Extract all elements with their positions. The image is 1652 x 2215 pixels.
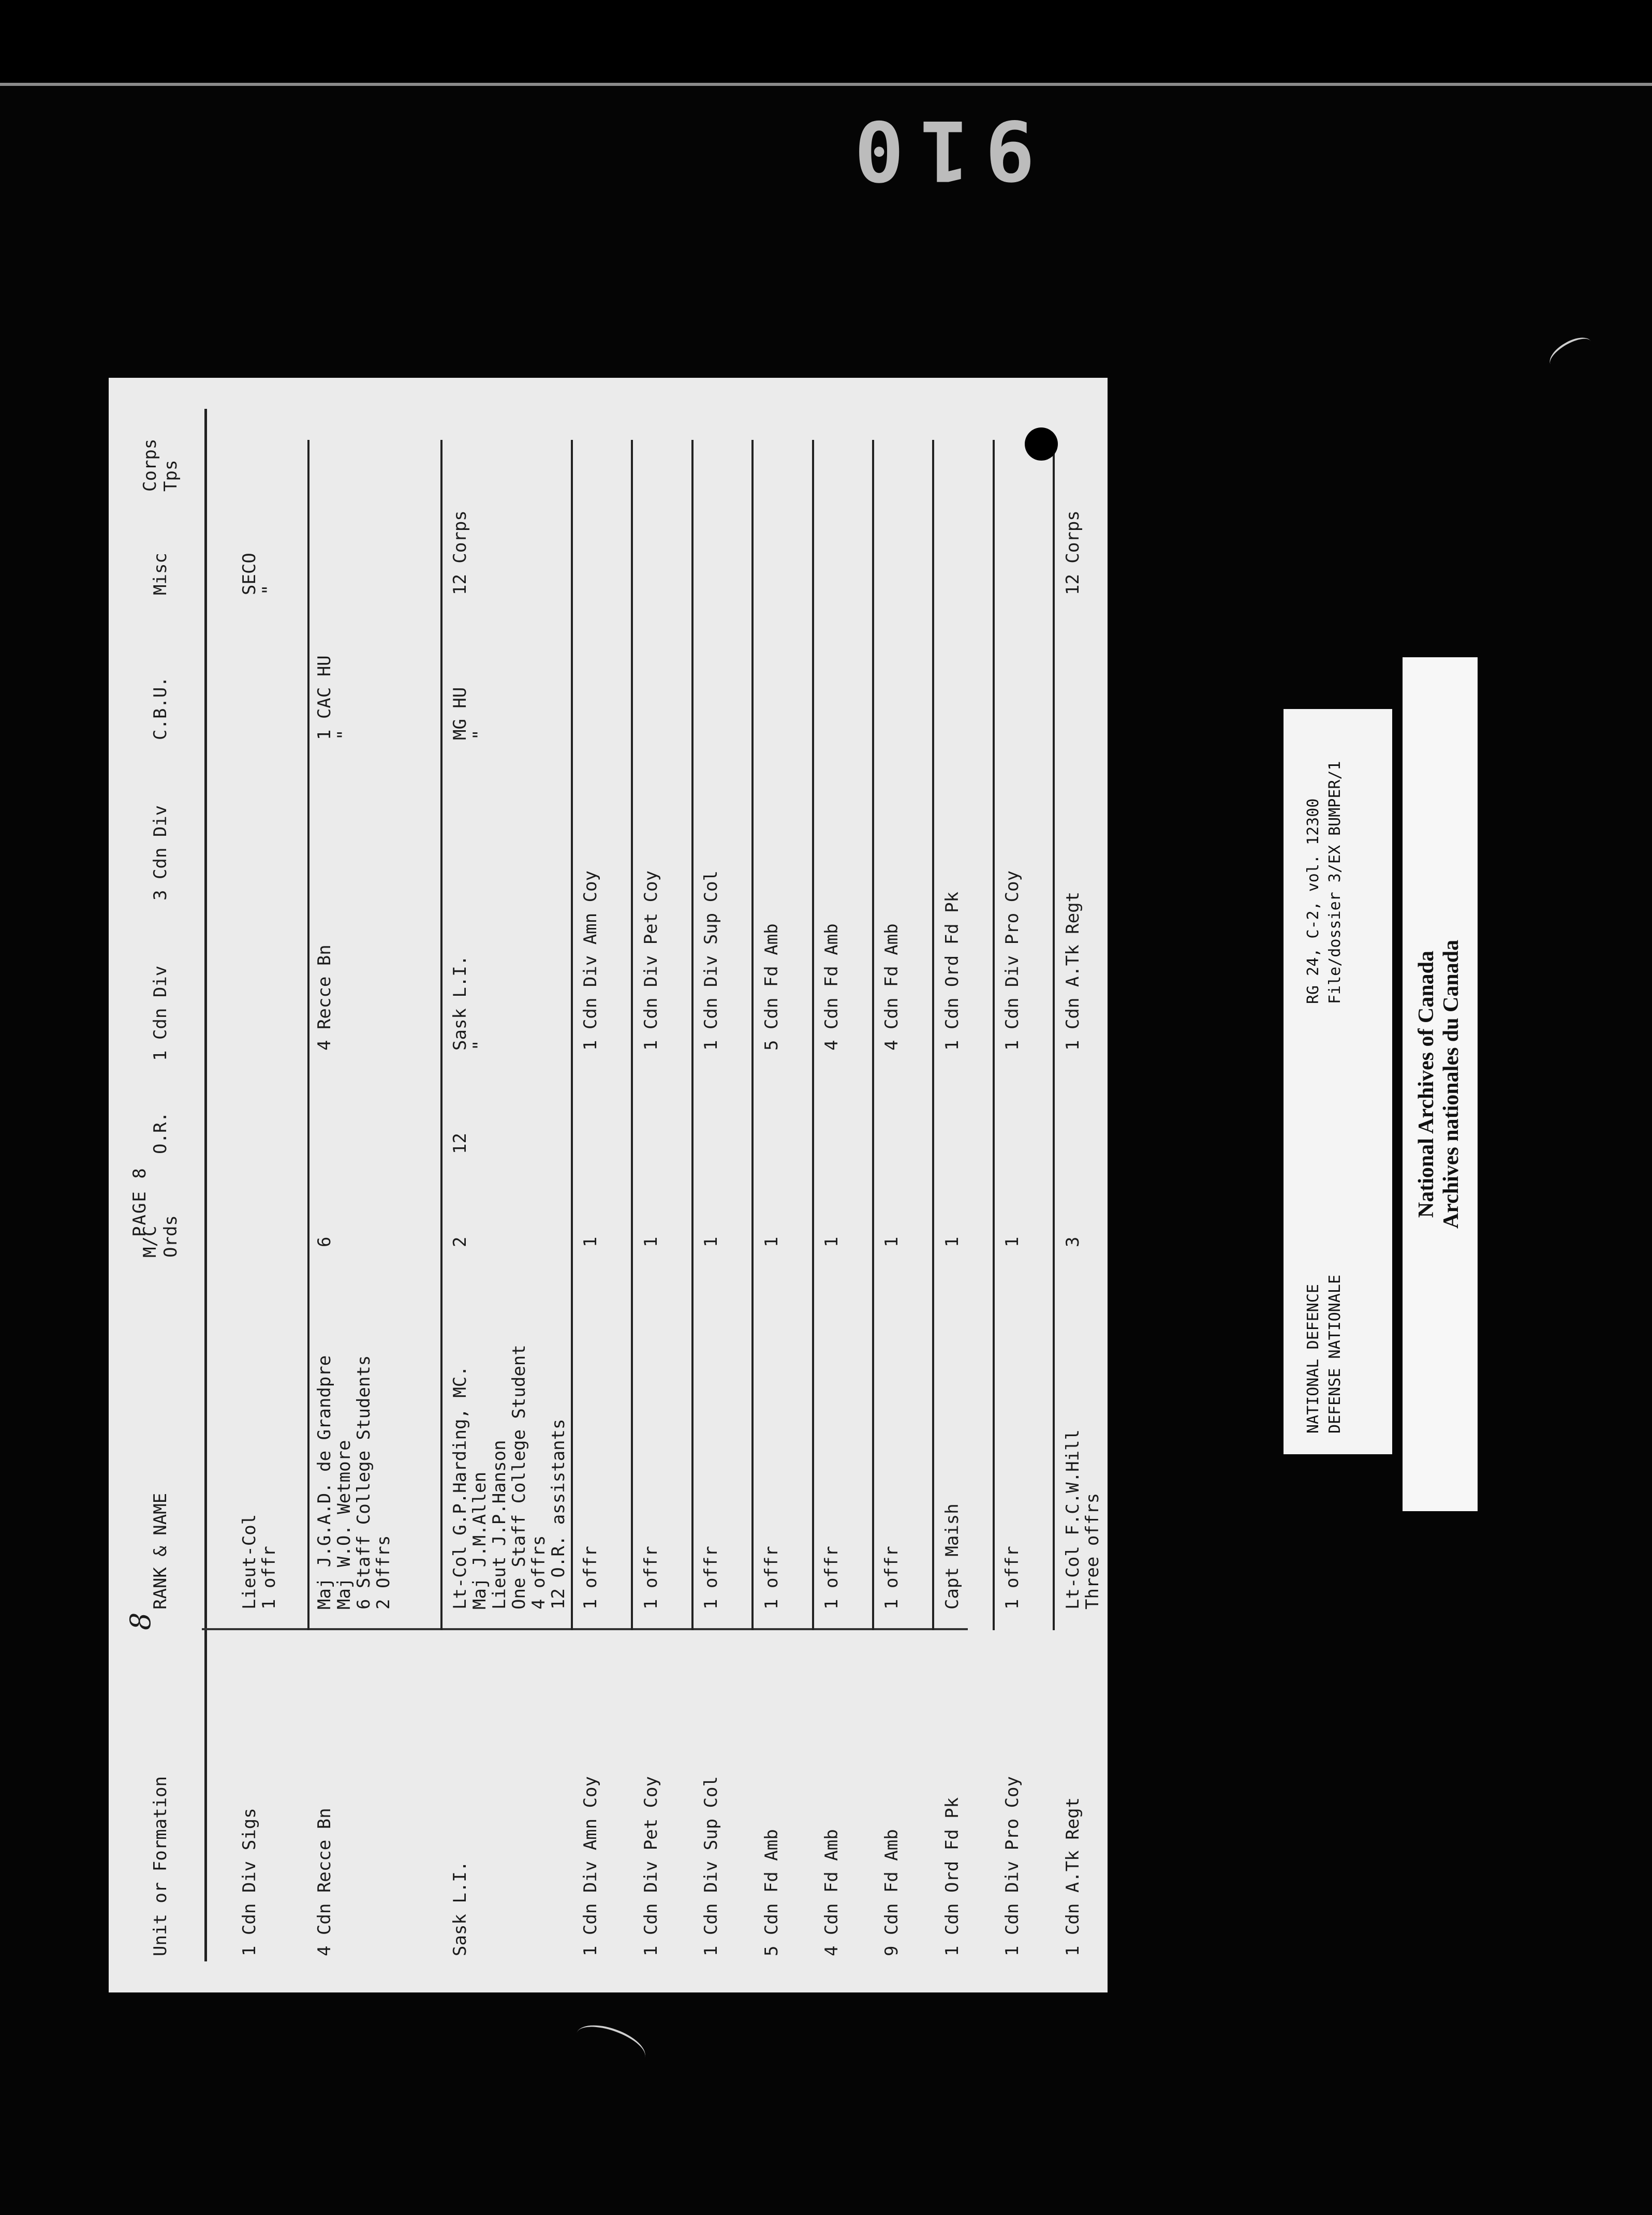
frame-number-stamp: 910 [838, 102, 1035, 199]
table-cell-mc: 1 [701, 1236, 722, 1247]
header-rank: RANK & NAME [150, 1493, 171, 1609]
table-cell-mc: 1 [640, 1236, 661, 1247]
table-cell-unit: 1 Cdn A.Tk Regt [1062, 1797, 1083, 1956]
table-cell-mc: 1 [1002, 1236, 1023, 1247]
label-line2-left: DEFENSE NATIONALE [1326, 1274, 1344, 1434]
table-cell-unit: 9 Cdn Fd Amb [881, 1829, 903, 1956]
table-cell-div1: 4 Cdn Fd Amb [821, 923, 842, 1051]
header-corps: Corps Tps [140, 438, 181, 492]
table-cell-unit: 1 Cdn Div Sup Col [701, 1776, 722, 1956]
row-divider [571, 440, 573, 1630]
row-divider [307, 440, 309, 1630]
table-cell-unit: 1 Cdn Div Amn Coy [580, 1776, 601, 1956]
table-cell-div1: 5 Cdn Fd Amb [761, 923, 782, 1051]
table-cell-unit: 5 Cdn Fd Amb [761, 1829, 782, 1956]
document-card-content [109, 378, 1108, 1992]
row-divider [932, 440, 934, 1630]
table-cell-div1: 1 Cdn Div Amn Coy [580, 870, 601, 1051]
table-cell-div1: Sask L.I. " [450, 955, 491, 1051]
table-cell-mc: 3 [1062, 1236, 1083, 1247]
header-3-cdn-div: 3 Cdn Div [150, 805, 171, 900]
header-rule [204, 409, 207, 1961]
header-mc: M/C Ords [140, 1215, 181, 1258]
page-handwritten-number: 8 [124, 1612, 157, 1630]
table-cell-div1: 1 Cdn Div Sup Col [701, 870, 722, 1051]
header-unit: Unit or Formation [150, 1776, 171, 1956]
row-divider [691, 440, 694, 1630]
table-cell-rank: 1 offr [821, 1546, 842, 1609]
table-cell-div1: 1 Cdn A.Tk Regt [1062, 891, 1083, 1051]
table-cell-div1: 4 Cdn Fd Amb [881, 923, 903, 1051]
table-cell-mc: 6 [314, 1236, 335, 1247]
label-line2-right: File/dossier 3/EX BUMPER/1 [1326, 761, 1344, 1004]
table-cell-unit: 1 Cdn Ord Fd Pk [941, 1797, 963, 1956]
archive-reference-label [1284, 709, 1392, 1454]
table-cell-unit: 1 Cdn Div Pet Coy [640, 1776, 661, 1956]
table-cell-rank: Capt Maish [941, 1503, 963, 1609]
table-cell-unit: 1 Cdn Div Sigs [239, 1808, 260, 1956]
table-cell-rank: 1 offr [761, 1546, 782, 1609]
table-cell-rank: Maj J.G.A.D. de Grandpre Maj W.O. Wetmore 6 Staff College Students 2 Offrs [314, 1355, 394, 1609]
table-cell-mc: 1 [761, 1236, 782, 1247]
row-divider [1053, 440, 1055, 1630]
archive-name-fr: Archives nationales du Canada [1439, 939, 1463, 1229]
table-cell-unit: 4 Cdn Recce Bn [314, 1808, 335, 1956]
table-cell-div1: 1 Cdn Ord Fd Pk [941, 891, 963, 1051]
table-cell-rank: Lt-Col F.C.W.Hill Three offrs [1062, 1429, 1103, 1609]
table-cell-rank: 1 offr [701, 1546, 722, 1609]
table-cell-rank: Lt-Col G.P.Harding, MC. Maj J.M.Allen Lieut J.P.Hanson One Staff College Student 4 offrs 12 O.R. assistants [450, 1345, 569, 1609]
top-black-bar [0, 0, 1652, 86]
table-cell-unit: Sask L.I. [450, 1860, 471, 1956]
header-or: O.R. [150, 1112, 171, 1154]
archive-name-en: National Archives of Canada [1414, 950, 1438, 1218]
table-cell-unit: 1 Cdn Div Pro Coy [1002, 1776, 1023, 1956]
document-card [109, 378, 1108, 1992]
header-1-cdn-div: 1 Cdn Div [150, 965, 171, 1061]
table-cell-div1: 4 Recce Bn [314, 944, 335, 1051]
row-divider [631, 440, 633, 1630]
table-cell-div1: 1 Cdn Div Pro Coy [1002, 870, 1023, 1051]
row-divider [751, 440, 754, 1630]
table-cell-rank: 1 offr [1002, 1546, 1023, 1609]
label-line1-left: NATIONAL DEFENCE [1304, 1284, 1322, 1434]
row-divider [812, 440, 814, 1630]
header-misc: Misc [150, 553, 171, 595]
label-line1-right: RG 24, C-2, vol. 12300 [1304, 798, 1322, 1004]
page-label: PAGE 8 [129, 1167, 150, 1237]
table-cell-div1: 1 Cdn Div Pet Coy [640, 870, 661, 1051]
table-cell-mc: 1 [941, 1236, 963, 1247]
punch-hole [1025, 427, 1058, 461]
table-cell-mc: 1 [881, 1236, 903, 1247]
table-cell-rank: 1 offr [881, 1546, 903, 1609]
table-cell-mc: 1 [580, 1236, 601, 1247]
table-cell-rank: Lieut-Col 1 offr [239, 1514, 279, 1609]
table-cell-mc: 1 [821, 1236, 842, 1247]
film-scratch [571, 2017, 650, 2073]
row-divider [993, 440, 995, 1630]
header-cbu: C.B.U. [150, 676, 171, 740]
table-cell-unit: 4 Cdn Fd Amb [821, 1829, 842, 1956]
film-scratch [1545, 331, 1597, 374]
table-cell-or: 12 [450, 1133, 471, 1154]
table-cell-cbu: MG HU " [450, 687, 491, 740]
column-divider [202, 1628, 968, 1630]
table-cell-rank: 1 offr [580, 1546, 601, 1609]
row-divider [440, 440, 443, 1630]
table-cell-misc: 12 Corps [1062, 510, 1083, 595]
table-cell-misc: 12 Corps [450, 510, 471, 595]
table-cell-cbu: 1 CAC HU " [314, 655, 355, 740]
table-cell-mc: 2 [450, 1236, 471, 1247]
archive-name-label [1403, 657, 1478, 1511]
table-cell-misc: SECO " [239, 553, 279, 595]
table-cell-rank: 1 offr [640, 1546, 661, 1609]
row-divider [872, 440, 874, 1630]
